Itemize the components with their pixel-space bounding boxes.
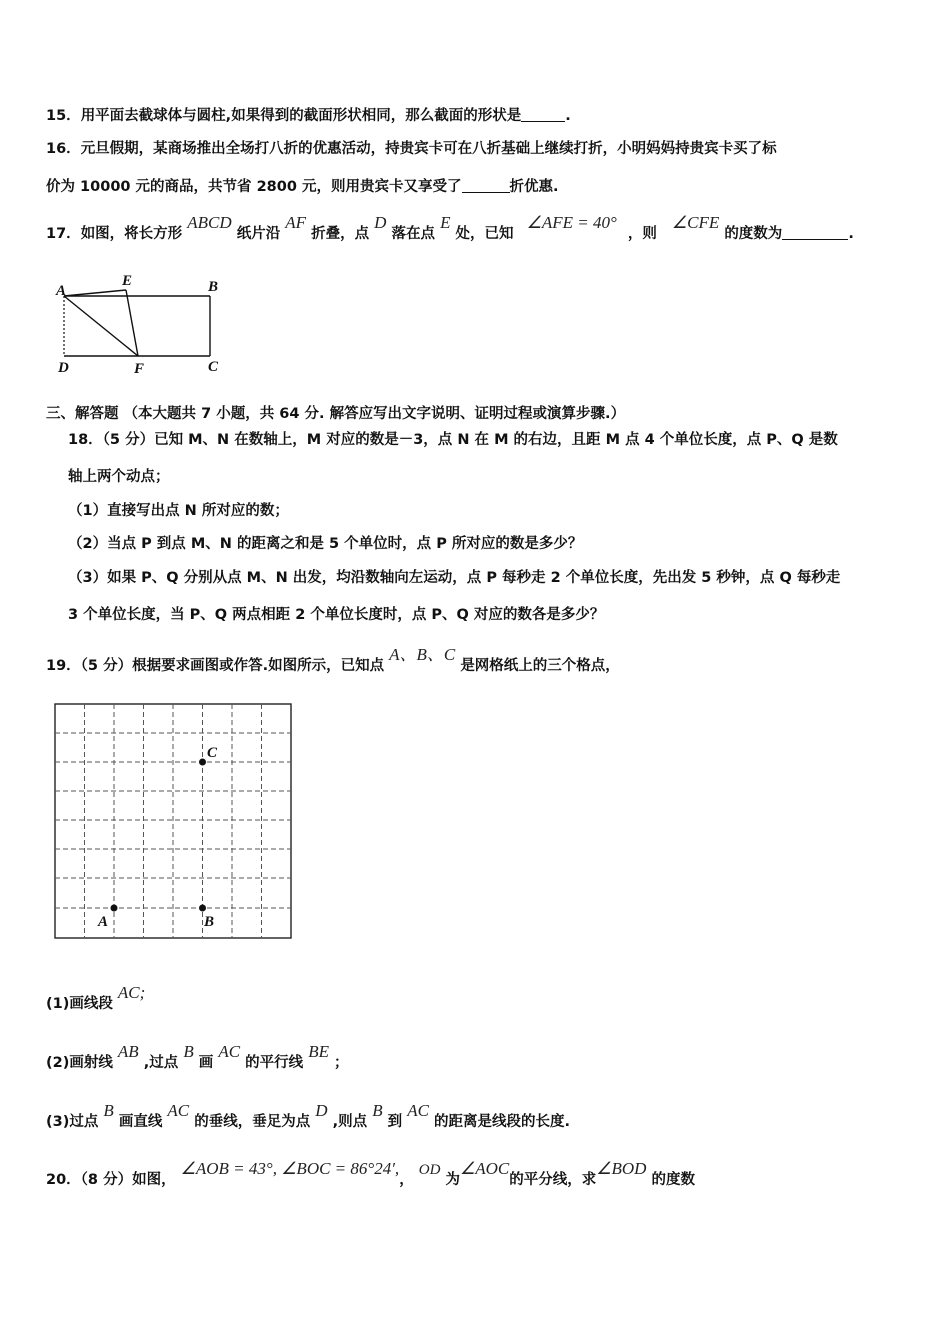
q18-part3a: （3）如果 P、Q 分别从点 M、N 出发，均沿数轴向左运动，点 P 每秒走 2 个单位长度，先出发 5 秒钟，点 Q 每秒走: [68, 570, 841, 586]
q17-text: 落在点: [391, 226, 436, 242]
q17-text: 纸片沿: [236, 226, 281, 242]
q17-text: 如图，将长方形: [80, 226, 183, 242]
q19-grid-figure: [50, 700, 300, 945]
math-angle-aoc: ∠AOC: [459, 1159, 510, 1178]
q19-sub2-text: 的平行线: [245, 1055, 304, 1071]
q19-sub3-text: 到: [387, 1114, 403, 1130]
question-20: [46, 1159, 695, 1189]
q19-sub3-text: 的垂线，垂足为点: [194, 1114, 311, 1130]
q17-answer-blank: [782, 225, 848, 240]
q20-text: 的度数: [651, 1172, 695, 1188]
math-ac: AC: [167, 1101, 190, 1120]
label-f: F: [134, 361, 145, 376]
q20-text: 的平分线，求: [509, 1172, 597, 1188]
label-c: C: [207, 745, 218, 761]
label-d: D: [58, 360, 69, 376]
q15-answer-blank: [521, 107, 565, 122]
q19-sub2-text: ,过点: [143, 1055, 179, 1071]
q19-sub2-text: 画: [198, 1055, 214, 1071]
math-ab: AB: [117, 1042, 139, 1061]
math-ac: AC: [407, 1101, 429, 1120]
q19-sub3-text: 的距离是线段的长度.: [434, 1114, 571, 1130]
math-af: AF: [285, 213, 307, 232]
q15-text: 用平面去截球体与圆柱,如果得到的截面形状相同，那么截面的形状是: [80, 108, 522, 124]
math-d: D: [315, 1101, 328, 1120]
question-16-line1: [46, 137, 777, 158]
q18-part2: （2）当点 P 到点 M、N 的距离之和是 5 个单位时，点 P 所对应的数是多少？: [68, 536, 583, 552]
math-b: B: [103, 1101, 114, 1120]
q18-part3b: 3 个单位长度，当 P、Q 两点相距 2 个单位长度时，点 P、Q 对应的数各是多少？: [68, 607, 605, 623]
question-17: [46, 213, 854, 243]
point-b: [199, 905, 206, 912]
math-b: B: [183, 1042, 194, 1061]
q17-text: 折叠，点: [311, 226, 370, 242]
math-od: OD: [418, 1162, 441, 1178]
grid-lines: [55, 704, 291, 938]
q19-sub2: [46, 1042, 349, 1072]
edge-af: [64, 296, 138, 356]
math-abc: A、B、C: [389, 645, 456, 664]
label-b: B: [208, 279, 219, 295]
q18-part1: （1）直接写出点 N 所对应的数；: [68, 503, 289, 519]
q18-line1: 18．（5 分）已知 M、N 在数轴上，M 对应的数是－3，点 N 在 M 的右边，且距 M 点 4 个单位长度，点 P、Q 是数: [68, 432, 838, 448]
q19-text: 19．（5 分）根据要求画图或作答.如图所示，已知点: [46, 658, 385, 674]
q20-text: 20．（8 分）如图，: [46, 1172, 176, 1188]
q16-number: 16．: [46, 141, 81, 157]
label-a: A: [98, 914, 109, 930]
math-e: E: [440, 213, 451, 232]
math-ac: AC;: [117, 983, 146, 1002]
q19-sub3: [46, 1101, 571, 1131]
q20-text: 为: [445, 1172, 460, 1188]
edge-ae: [64, 290, 126, 296]
math-d: D: [374, 213, 387, 232]
q17-text: 处，已知: [455, 226, 514, 242]
q18-line2: 轴上两个动点；: [68, 469, 170, 485]
q19-sub3-text: ,则点: [332, 1114, 368, 1130]
q19-sub1-text: (1)画线段: [46, 996, 113, 1012]
math-angle-cfe: ∠CFE: [671, 213, 720, 232]
edge-ef: [126, 290, 138, 356]
q17-text: ，则: [627, 226, 657, 242]
q19-sub3-text: 画直线: [118, 1114, 163, 1130]
q20-text: ，: [399, 1172, 414, 1188]
q19-text: 是网格纸上的三个格点，: [460, 658, 620, 674]
q16-line2-text: 价为 10000 元的商品，共节省 2800 元，则用贵宾卡又享受了: [46, 179, 462, 195]
math-be: BE: [308, 1042, 329, 1061]
q17-rectangle-figure: [50, 268, 230, 376]
q19-sub3-text: (3)过点: [46, 1114, 99, 1130]
math-angles: ∠AOB = 43°, ∠BOC = 86°24′,: [180, 1159, 400, 1178]
label-b: B: [204, 914, 215, 930]
math-angle-bod: ∠BOD: [596, 1159, 647, 1178]
q16-answer-blank: [462, 178, 510, 193]
q16-line2-end: 折优惠.: [509, 179, 559, 195]
math-angle-afe: ∠AFE = 40°: [526, 213, 617, 232]
q15-number: 15．: [46, 108, 81, 124]
q17-text: 的度数为: [724, 226, 783, 242]
q16-line1: 元旦假期，某商场推出全场打八折的优惠活动，持贵宾卡可在八折基础上继续打折，小明妈妈持贵宾卡买了标: [80, 141, 777, 157]
math-ac: AC: [218, 1042, 241, 1061]
math-abcd: ABCD: [187, 213, 232, 232]
q17-number: 17．: [46, 226, 81, 242]
question-15: [46, 104, 571, 125]
label-c: C: [208, 359, 219, 375]
q19-sub2-text: ；: [334, 1055, 349, 1071]
q19-sub2-text: (2)画射线: [46, 1055, 113, 1071]
q19-sub1: [46, 983, 146, 1013]
question-19: [46, 645, 620, 675]
label-a: A: [56, 283, 67, 299]
label-e: E: [122, 273, 133, 289]
question-16-line2: [46, 175, 559, 196]
q17-end: .: [848, 226, 854, 242]
math-b: B: [372, 1101, 383, 1120]
point-a: [111, 905, 118, 912]
q15-end: .: [565, 108, 571, 124]
point-c: [199, 759, 206, 766]
section-3-heading: 三、解答题 （本大题共 7 小题，共 64 分. 解答应写出文字说明、证明过程或演算步骤.）: [46, 406, 626, 422]
